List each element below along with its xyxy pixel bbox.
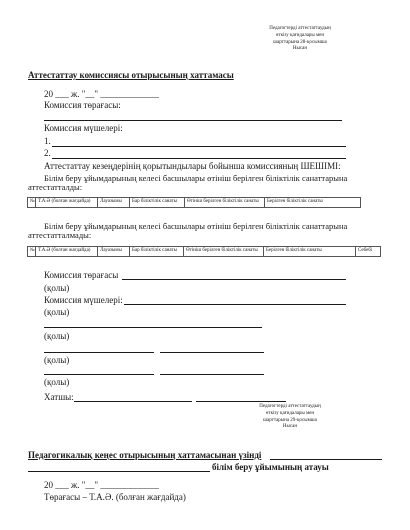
chair-sign-underline: [122, 279, 346, 280]
annex-note-28: Педагогтерді аттестаттаудың өткізу қағидалары мен шарттарына 28-қосымша Нысан: [269, 26, 331, 52]
date-line-2: 20 ___ ж. "__" _____________: [44, 480, 159, 490]
paragraph-attested: Білім беру ұйымдарының келесі басшылары өтініш берілген біліктілік санаттарына аттестатталды:: [28, 173, 348, 193]
table-header-cell: №: [28, 198, 36, 208]
member-1: 1.: [44, 136, 51, 146]
signature-underline-left: [44, 352, 154, 353]
table-header-cell: Бар біліктілік санаты: [130, 198, 185, 208]
signature-label: (қолы): [44, 307, 70, 317]
table-header-cell: Өтініш берілген біліктілік санаты: [185, 198, 265, 208]
members-sign-underline: [124, 304, 346, 305]
attested-table: [27, 197, 361, 208]
org-name-underline: [28, 471, 210, 472]
signature-underline-left: [44, 374, 154, 375]
decision-text: Аттестаттау кезеңдерінің қорытындылары бойынша комиссияның ШЕШІМІ:: [44, 161, 341, 171]
table-header-cell: Берілген біліктілік санаты: [264, 247, 356, 257]
secretary-label: Хатшы:: [44, 392, 74, 402]
signature-label: (қолы): [44, 355, 70, 365]
chair-sign-label: Комиссия төрағасы: [44, 270, 119, 280]
extract-heading: Педагогикалық кеңес отырысының хаттамасынан үзінді: [28, 450, 262, 460]
table-header-cell: Лауазымы: [98, 198, 130, 208]
table-header-cell: Т.А.Ә (болған жағдайда): [36, 198, 98, 208]
extract-heading-underline: [270, 459, 382, 460]
date-line: 20 ___ ж. "__" _____________: [44, 89, 159, 99]
signature-label: (қолы): [44, 331, 70, 341]
member-1-underline: [52, 146, 346, 147]
table-row: [28, 247, 381, 257]
paragraph-not-attested: Білім беру ұйымдарының келесі басшылары өтініш берілген біліктілік санаттарына аттестатталмады:: [28, 221, 348, 241]
members-sign-label: Комиссия мүшелері:: [44, 295, 123, 305]
table-header-cell: Себебі: [356, 247, 381, 257]
annex-note-29: Педагогтерді аттестаттаудың өткізу қағидалары мен шарттарына 29-қосымша Нысан: [259, 404, 321, 430]
not-attested-table: [27, 246, 381, 257]
signature-label: (қолы): [44, 283, 70, 293]
org-name-label: білім беру ұйымының атауы: [212, 462, 329, 472]
secretary-underline-left: [74, 401, 192, 402]
chair-label: Комиссия төрағасы:: [44, 100, 121, 110]
signature-underline-right: [160, 352, 264, 353]
table-header-cell: №: [28, 247, 36, 257]
secretary-underline-right: [196, 401, 286, 402]
table-header-cell: Өтініш берілген біліктілік санаты: [184, 247, 264, 257]
table-header-cell: Лауазымы: [98, 247, 130, 257]
members-label: Комиссия мүшелері:: [44, 123, 123, 133]
member-2: 2.: [44, 148, 51, 158]
signature-underline-right: [160, 374, 264, 375]
chair-name: Төрағасы – Т.А.Ә. (болған жағдайда): [44, 492, 186, 502]
signature-label: (қолы): [44, 377, 70, 387]
table-row: [28, 198, 361, 208]
protocol-heading: Аттестаттау комиссиясы отырысының хаттамасы: [28, 70, 234, 80]
chair-underline: [44, 120, 342, 121]
table-header-cell: Т.А.Ә (болған жағдайда): [36, 247, 98, 257]
table-header-cell: Берілген біліктілік санаты: [265, 198, 361, 208]
signature-underline: [44, 327, 262, 328]
member-2-underline: [52, 158, 346, 159]
table-header-cell: Бар біліктілік санаты: [130, 247, 184, 257]
